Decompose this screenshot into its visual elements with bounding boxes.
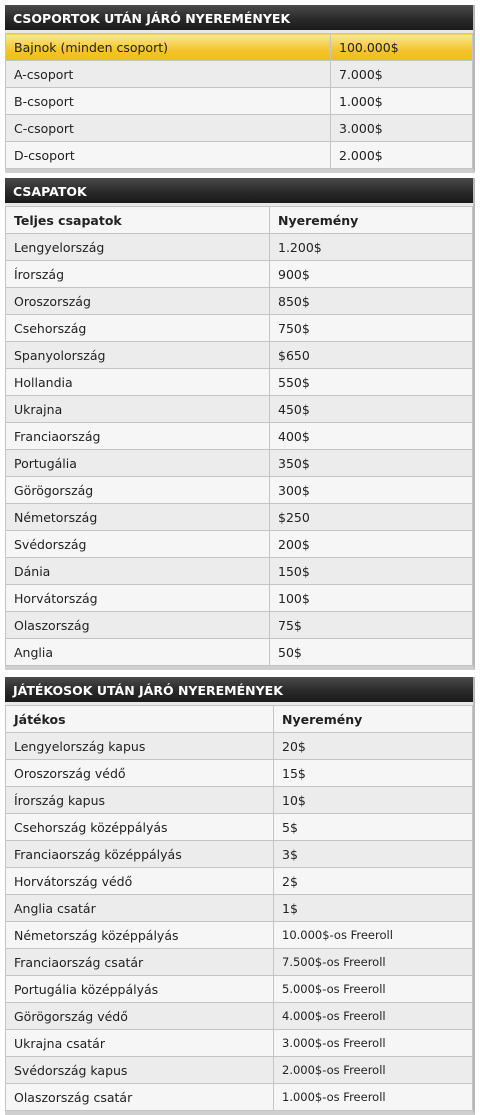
row-name: Írország kapus xyxy=(6,787,274,814)
table-row xyxy=(6,895,473,922)
teams-title: CSAPATOK xyxy=(5,178,473,206)
row-prize: 850$ xyxy=(270,288,473,315)
table-row xyxy=(6,234,473,261)
row-name: Lengyelország xyxy=(6,234,270,261)
table-row xyxy=(6,34,473,61)
table-row xyxy=(6,369,473,396)
row-prize: 50$ xyxy=(270,639,473,666)
row-name: C-csoport xyxy=(6,115,331,142)
row-name: Ukrajna csatár xyxy=(6,1030,274,1057)
table-row xyxy=(6,868,473,895)
row-prize: 3$ xyxy=(274,841,473,868)
row-prize: 350$ xyxy=(270,450,473,477)
row-prize: 3.000$-os Freeroll xyxy=(274,1030,473,1057)
row-prize: 550$ xyxy=(270,369,473,396)
table-row xyxy=(6,585,473,612)
row-prize: 750$ xyxy=(270,315,473,342)
row-name: Csehország középpályás xyxy=(6,814,274,841)
row-name: Németország xyxy=(6,504,270,531)
groups-table xyxy=(5,33,473,169)
row-prize: 200$ xyxy=(270,531,473,558)
teams-col-prize-header: Nyeremény xyxy=(270,207,473,234)
table-row xyxy=(6,423,473,450)
row-prize: 4.000$-os Freeroll xyxy=(274,1003,473,1030)
row-prize: 3.000$ xyxy=(331,115,473,142)
row-prize: 1.200$ xyxy=(270,234,473,261)
row-name: Görögország védő xyxy=(6,1003,274,1030)
row-name: Horvátország xyxy=(6,585,270,612)
row-prize: 1$ xyxy=(274,895,473,922)
table-row xyxy=(6,1003,473,1030)
table-row xyxy=(6,88,473,115)
row-name: Olaszország xyxy=(6,612,270,639)
teams-col-team-header: Teljes csapatok xyxy=(6,207,270,234)
row-name: Portugália középpályás xyxy=(6,976,274,1003)
table-row xyxy=(6,504,473,531)
row-name: Csehország xyxy=(6,315,270,342)
row-name: Írország xyxy=(6,261,270,288)
table-row xyxy=(6,976,473,1003)
players-panel xyxy=(5,677,475,1115)
table-row xyxy=(6,922,473,949)
row-prize: 450$ xyxy=(270,396,473,423)
table-row xyxy=(6,612,473,639)
table-row xyxy=(6,760,473,787)
table-row xyxy=(6,315,473,342)
row-name: Franciaország xyxy=(6,423,270,450)
row-name: Ukrajna xyxy=(6,396,270,423)
row-prize: 2.000$-os Freeroll xyxy=(274,1057,473,1084)
row-prize: 15$ xyxy=(274,760,473,787)
row-prize: $650 xyxy=(270,342,473,369)
table-row xyxy=(6,450,473,477)
row-prize: 7.500$-os Freeroll xyxy=(274,949,473,976)
row-prize: 10$ xyxy=(274,787,473,814)
table-row xyxy=(6,949,473,976)
table-row xyxy=(6,814,473,841)
row-prize: 75$ xyxy=(270,612,473,639)
players-col-prize-header: Nyeremény xyxy=(274,706,473,733)
table-row xyxy=(6,288,473,315)
row-name: B-csoport xyxy=(6,88,331,115)
row-prize: 20$ xyxy=(274,733,473,760)
row-name: Németország középpályás xyxy=(6,922,274,949)
teams-column-header xyxy=(6,207,473,234)
row-prize: 400$ xyxy=(270,423,473,450)
row-prize: $250 xyxy=(270,504,473,531)
table-row xyxy=(6,261,473,288)
row-prize: 5$ xyxy=(274,814,473,841)
teams-panel xyxy=(5,178,475,670)
groups-panel xyxy=(5,5,475,173)
row-name: Portugália xyxy=(6,450,270,477)
table-row xyxy=(6,558,473,585)
row-name: Franciaország csatár xyxy=(6,949,274,976)
table-row xyxy=(6,733,473,760)
row-name: Lengyelország kapus xyxy=(6,733,274,760)
table-row xyxy=(6,841,473,868)
table-row xyxy=(6,342,473,369)
row-name: Olaszország csatár xyxy=(6,1084,274,1111)
table-row xyxy=(6,142,473,169)
row-name: Bajnok (minden csoport) xyxy=(6,34,331,61)
row-prize: 100$ xyxy=(270,585,473,612)
row-name: Görögország xyxy=(6,477,270,504)
table-row xyxy=(6,396,473,423)
groups-title: CSOPORTOK UTÁN JÁRÓ NYEREMÉNYEK xyxy=(5,5,473,33)
row-name: Horvátország védő xyxy=(6,868,274,895)
players-table xyxy=(5,705,473,1111)
row-prize: 300$ xyxy=(270,477,473,504)
table-row xyxy=(6,1030,473,1057)
table-row xyxy=(6,115,473,142)
row-prize: 10.000$-os Freeroll xyxy=(274,922,473,949)
players-col-player-header: Játékos xyxy=(6,706,274,733)
row-name: Franciaország középpályás xyxy=(6,841,274,868)
row-name: Anglia xyxy=(6,639,270,666)
row-prize: 5.000$-os Freeroll xyxy=(274,976,473,1003)
row-prize: 100.000$ xyxy=(331,34,473,61)
table-row xyxy=(6,787,473,814)
table-row xyxy=(6,61,473,88)
table-row xyxy=(6,1057,473,1084)
players-title: JÁTÉKOSOK UTÁN JÁRÓ NYEREMÉNYEK xyxy=(5,677,473,705)
row-prize: 1.000$-os Freeroll xyxy=(274,1084,473,1111)
row-name: Hollandia xyxy=(6,369,270,396)
row-name: D-csoport xyxy=(6,142,331,169)
row-name: Oroszország védő xyxy=(6,760,274,787)
row-prize: 1.000$ xyxy=(331,88,473,115)
row-name: Oroszország xyxy=(6,288,270,315)
row-prize: 7.000$ xyxy=(331,61,473,88)
row-name: Svédország xyxy=(6,531,270,558)
row-prize: 2$ xyxy=(274,868,473,895)
table-row xyxy=(6,531,473,558)
row-prize: 2.000$ xyxy=(331,142,473,169)
row-name: Spanyolország xyxy=(6,342,270,369)
table-row xyxy=(6,477,473,504)
table-row xyxy=(6,639,473,666)
row-prize: 900$ xyxy=(270,261,473,288)
row-prize: 150$ xyxy=(270,558,473,585)
row-name: Anglia csatár xyxy=(6,895,274,922)
players-column-header xyxy=(6,706,473,733)
row-name: Svédország kapus xyxy=(6,1057,274,1084)
row-name: Dánia xyxy=(6,558,270,585)
teams-table xyxy=(5,206,473,666)
row-name: A-csoport xyxy=(6,61,331,88)
table-row xyxy=(6,1084,473,1111)
